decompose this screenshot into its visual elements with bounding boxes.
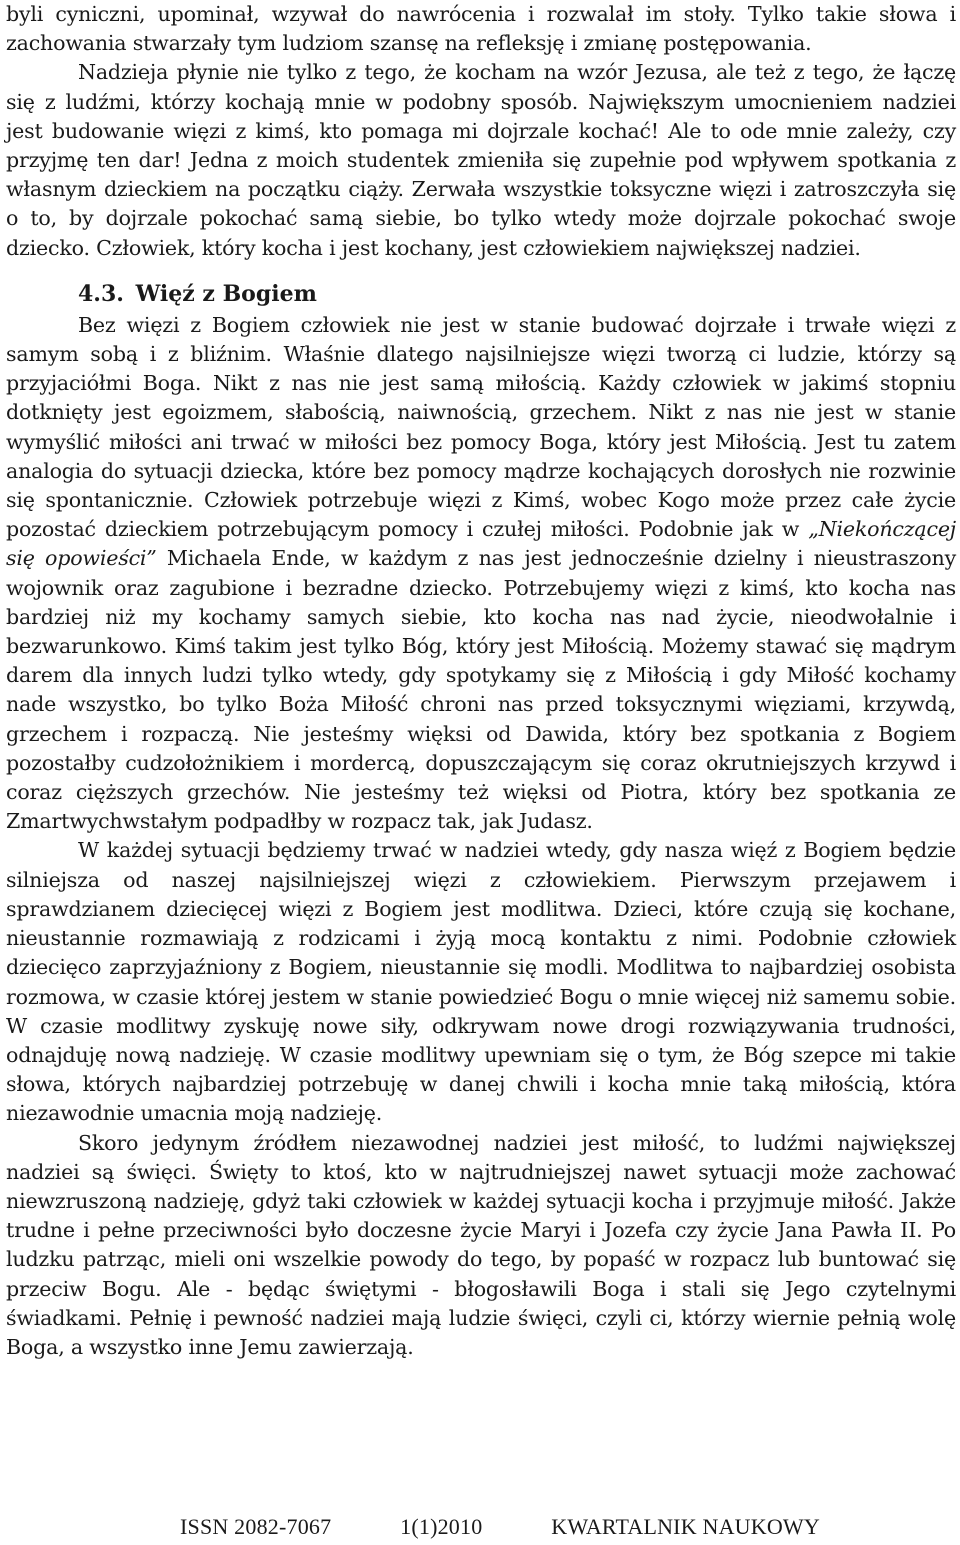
- paragraph-text-after: Michaela Ende, w każdym z nas jest jednocześnie dzielny i nieustraszony wojownik oraz zagubione i bezradne dziecko. Potrzebujemy więzi z kimś, kto kocha nas bardziej niż my kochamy samych siebie, kto kocha nas nad życie, nieodwołalnie i bezwarunkowo. Kimś takim jest tylko Bóg, który jest Miłością. Możemy stawać się mądrym darem dla innych ludzi tylko wtedy, gdy spotykamy się z Miłością i gdy Miłość kochamy nade wszystko, bo tylko Boża Miłość chroni nas przed toksycznymi więziami, krzywdą, grzechem i rozpaczą. Nie jesteśmy więksi od Dawida, który bez spotkania z Bogiem pozostałby cudzołożnikiem i mordercą, dopuszczającym się coraz okrutniejszych krzywd i coraz cięższych grzechów. Nie jesteśmy też więksi od Piotra, który bez spotkania ze Zmartwychwstałym podpadłby w rozpacz tak, jak Judasz.: [6, 546, 957, 834]
- paragraph-hope-relationships: Nadzieja płynie nie tylko z tego, że kocham na wzór Jezusa, ale też z tego, że łączę się z ludźmi, którzy kochają mnie w podobny sposób. Największym umocnieniem nadziei jest budowanie więzi z kimś, kto pomaga mi dojrzale kochać! Ale to ode mnie zależy, czy przyjmę ten dar! Jedna z moich studentek zmieniła się zupełnie pod wpływem spotkania z własnym dzieckiem na początku ciąży. Zerwała wszystkie toksyczne więzi i zatroszczyła się o to, by dojrzale pokochać samą siebie, bo tylko wtedy może dojrzale pokochać swoje dziecko. Człowiek, który kocha i jest kochany, jest człowiekiem największej nadziei.: [6, 60, 956, 260]
- paragraph-text-before: Bez więzi z Bogiem człowiek nie jest w stanie budować dojrzałe i trwałe więzi z samym sobą i z bliźnim. Właśnie dlatego najsilniejsze więzi tworzą ci ludzie, którzy są przyjaciółmi Boga. Nikt z nas nie jest samą miłością. Każdy człowiek w jakimś stopniu dotknięty jest egoizmem, słabością, naiwnością, grzechem. Nikt z nas nie jest w stanie wymyślić miłości ani trwać w miłości bez pomocy Boga, który jest Miłością. Jest tu zatem analogia do sytuacji dziecka, które bez pomocy mądrze kochających dorosłych nie rozwinie się spontanicznie. Człowiek potrzebuje więzi z Kimś, wobec Kogo może przez całe życie pozostać dzieckiem potrzebującym pomocy i czułej miłości. Podobnie jak w: [6, 312, 956, 542]
- paragraph-continuation: byli cyniczni, upominał, wzywał do nawrócenia i rozwalał im stoły. Tylko takie słowa i zachowania stwarzały tym ludziom szansę na refleksję i zmianę postępowania.: [6, 2, 956, 56]
- section-heading: [78, 277, 956, 311]
- paragraph-prayer: W każdej sytuacji będziemy trwać w nadziei wtedy, gdy nasza więź z Bogiem będzie silniejsza od naszej najsilniejszej więzi z człowiekiem. Pierwszym przejawem i sprawdzianem dziecięcej więzi z Bogiem jest modlitwa. Dzieci, które czują się kochane, nieustannie rozmawiają z rodzicami i żyją mocą kontaktu z nimi. Podobnie człowiek dziecięco zaprzyjaźniony z Bogiem, nieustannie się modli. Modlitwa to najbardziej osobista rozmowa, w czasie której jestem w stanie powiedzieć Bogu o mnie więcej niż samemu sobie. W czasie modlitwy zyskuję nowe siły, odkrywam nowe drogi rozwiązywania trudności, odnajduję nową nadzieję. W czasie modlitwy upewniam się o tym, że Bóg szepce mi takie słowa, których najbardziej potrzebuję w danej chwili i kocha mnie taką miłością, która niezawodnie umacnia moją nadzieję.: [6, 838, 956, 1126]
- footer-issn: ISSN 2082-7067: [180, 1514, 332, 1539]
- book-title-italic: „Niekończącej się opowieści”: [6, 517, 956, 571]
- footer-journal: KWARTALNIK NAUKOWY: [551, 1514, 820, 1539]
- document-page: [6, 0, 956, 1362]
- footer-issue: 1(1)2010: [400, 1514, 483, 1539]
- section-number: 4.3.: [78, 280, 124, 307]
- paragraph-bond-with-god: [6, 311, 956, 837]
- section-title: Więź z Bogiem: [135, 280, 317, 307]
- page-footer: [180, 1515, 820, 1539]
- paragraph-saints: Skoro jedynym źródłem niezawodnej nadziei jest miłość, to ludźmi największej nadziei są święci. Święty to ktoś, kto w najtrudniejszej nawet sytuacji może zachować niewzruszoną nadzieję, gdyż taki człowiek w każdej sytuacji kocha i przyjmuje miłość. Jakże trudne i pełne przeciwności było doczesne życie Maryi i Jozefa czy życie Jana Pawła II. Po ludzku patrząc, mieli oni wszelkie powody do tego, by popaść w rozpacz lub buntować się przeciw Bogu. Ale - będąc świętymi - błogosławili Boga i stali się Jego czytelnymi świadkami. Pełnię i pewność nadziei mają ludzie święci, czyli ci, którzy wiernie pełnią wolę Boga, a wszystko inne Jemu zawierzają.: [6, 1130, 956, 1359]
